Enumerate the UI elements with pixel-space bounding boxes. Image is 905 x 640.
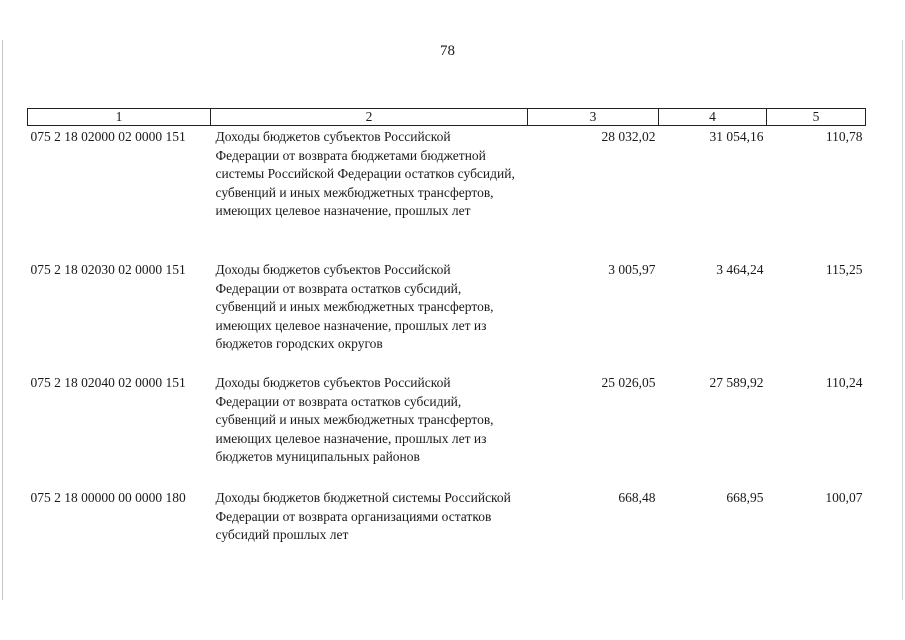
revenue-name-cell: Доходы бюджетов субъектов Российской Федерации от возврата бюджетами бюджетной системы Российской Федерации остатков субсидий, субвенций и иных межбюджетных трансфертов, имеющих целевое назначение, прошлых лет [215, 129, 515, 218]
table-header-cell: 5 [767, 109, 866, 126]
table-row [28, 126, 866, 262]
percent-col5-cell: 110,24 [825, 375, 863, 390]
percent-col5-cell: 115,25 [825, 262, 863, 277]
table-header-cell: 4 [659, 109, 767, 126]
revenue-name-cell: Доходы бюджетов субъектов Российской Федерации от возврата остатков субсидий, субвенций и иных межбюджетных трансфертов, имеющих целевое назначение, прошлых лет из бюджетов городских округов [215, 262, 494, 351]
value-col3-cell: 28 032,02 [601, 129, 656, 144]
value-col4-cell: 3 464,24 [716, 262, 764, 277]
table-header-row [28, 109, 866, 126]
value-col4-cell: 27 589,92 [709, 375, 764, 390]
table-header-cell: 1 [28, 109, 211, 126]
budget-code-cell: 075 2 18 02030 02 0000 151 [30, 262, 186, 277]
table-header-cell: 2 [211, 109, 528, 126]
table-row [28, 374, 866, 489]
budget-table [27, 108, 866, 579]
scan-edge-right [902, 40, 903, 600]
value-col4-cell: 668,95 [726, 490, 764, 505]
table-row [28, 261, 866, 374]
scan-edge-left [2, 40, 3, 600]
table-header-cell: 3 [528, 109, 659, 126]
revenue-name-cell: Доходы бюджетов субъектов Российской Федерации от возврата остатков субсидий, субвенций и иных межбюджетных трансфертов, имеющих целевое назначение, прошлых лет из бюджетов муниципальных районов [215, 375, 494, 464]
budget-code-cell: 075 2 18 00000 00 0000 180 [30, 490, 186, 505]
value-col3-cell: 3 005,97 [608, 262, 656, 277]
value-col4-cell: 31 054,16 [709, 129, 764, 144]
table-row [28, 489, 866, 579]
value-col3-cell: 25 026,05 [601, 375, 656, 390]
page-number: 78 [440, 43, 455, 59]
budget-code-cell: 075 2 18 02000 02 0000 151 [30, 129, 186, 144]
value-col3-cell: 668,48 [618, 490, 656, 505]
percent-col5-cell: 100,07 [825, 490, 863, 505]
percent-col5-cell: 110,78 [825, 129, 863, 144]
revenue-name-cell: Доходы бюджетов бюджетной системы Российской Федерации от возврата организациями остатков субсидий прошлых лет [215, 490, 511, 542]
budget-code-cell: 075 2 18 02040 02 0000 151 [30, 375, 186, 390]
